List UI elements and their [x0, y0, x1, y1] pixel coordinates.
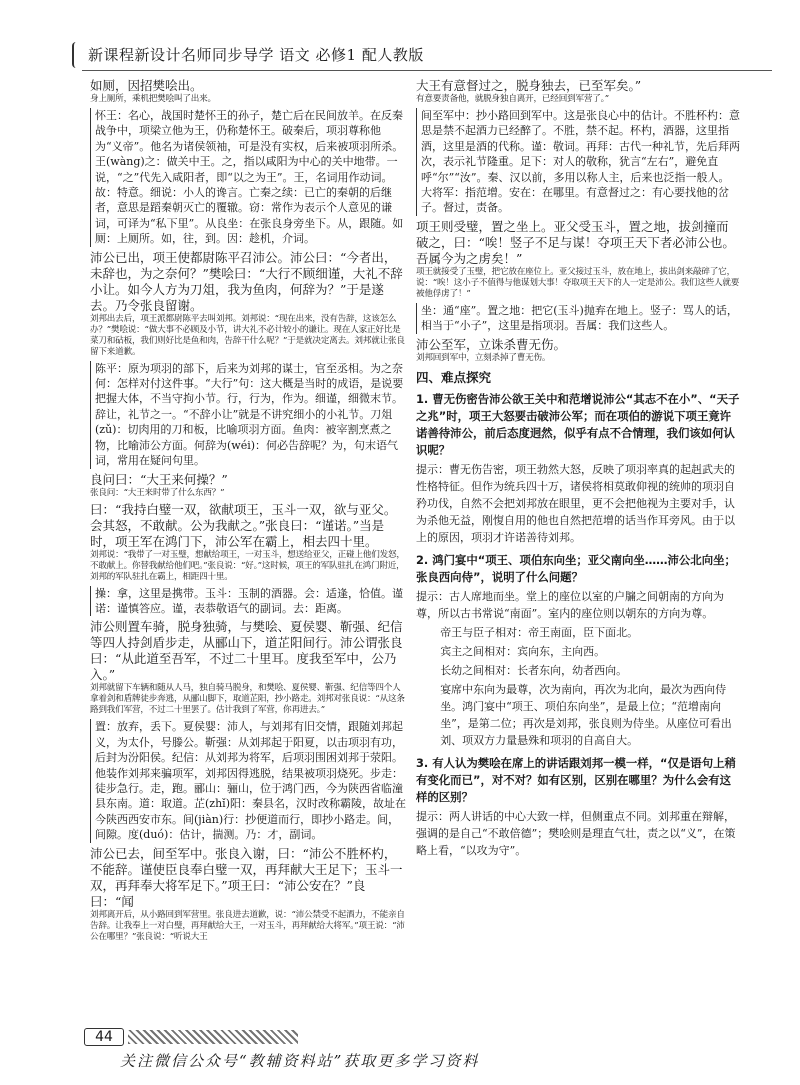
right-column [416, 78, 740, 1018]
annotation-note [416, 108, 740, 216]
header-bracket [72, 42, 76, 68]
translation-text: 刘邦说：“我带了一对玉璧，想献给项王，一对玉斗，想送给亚父，正碰上他们发怒，不敢献上。你替我献给他们吧。”张良说：“好。”这时候，项王的军队驻扎在鸿门附近，刘邦的军队驻扎在霸上，相距四十里。 [90, 549, 405, 582]
translation-text: 刘邦回到军中，立刻杀掉了曹无伤。 [416, 352, 551, 363]
annotation-note: 操：拿，这里是携带。玉斗：玉制的酒器。会：适逢，恰值。谨诺：谨慎答应。谨，表恭敬语气的副词。去：距离。 [90, 586, 408, 617]
annotation-note: 坐：通“座”。置之地：把它(玉斗)抛弃在地上。竖子：骂人的话，相当于“小子”，这里是指项羽。吾属：我们这些人。 [416, 303, 740, 334]
footer-note: 关注微信公众号“教辅资料站”获取更多学习资料 [120, 1052, 480, 1070]
original-text: 沛公已出，项王使都尉陈平召沛公。沛公曰：“今者出，未辞也，为之奈何？”樊哙曰：“大行不顾细谨，大礼不辞小让。如今人方为刀俎，我为鱼肉，何辞为？”于是遂去。乃令张良留谢。 [90, 249, 403, 313]
original-text: 如厕，因招樊哙出。 [90, 78, 203, 93]
question-1: 1. 曹无伤密告沛公欲王关中和范增说沛公“其志不在小”、“天子之兆”时，项王大怒要击破沛公军；而在项伯的游说下项王竟许诺善待沛公，前后态度迥然，似乎有点不合情理，我们该如何认识呢？ [416, 392, 740, 458]
passage-block [416, 337, 740, 364]
passage-block [416, 219, 740, 300]
answer-2-line: 长幼之间相对：长者东向，幼者西向。 [440, 664, 628, 678]
annotation-note: 陈平：原为项羽的部下，后来为刘邦的谋士，官至丞相。为之奈何：怎样对付这件事。“大行”句：这大概是当时的成语，是说要把握大体，不当守拘小节。行，行为，作为。细谨，细微末节。辞让，礼节之一。“不辞小让”就是不讲究细小的小礼节。刀俎(zǔ)：切肉用的刀和板，比喻项羽方面。鱼肉：被宰割烹煮之物，比喻沛公方面。何辞为(wéi)：何必告辞呢？为，句末语气词，常用在疑问句里。 [90, 361, 408, 469]
original-text: 沛公则置车骑，脱身独骑，与樊哙、夏侯婴、靳强、纪信等四人持剑盾步走，从郦山下，道芷阳间行。沛公谓张良曰：“从此道至吾军，不过二十里耳。度我至军中，公乃入。” [90, 619, 403, 683]
annotation-note: 怀王：名心，战国时楚怀王的孙子，楚亡后在民间放羊。在反秦战争中，项梁立他为王，仍称楚怀王。破秦后，项羽尊称他为“义帝”。他名为诸侯领袖，可是没有实权，后来被项羽所杀。王(wàng)之：做关中王。之，指以咸阳为中心的关中地带。一说，“之”代先入咸阳者，即“以之为王”。王，名词用作动词。故：特意。细说：小人的谗言。亡秦之续：已亡的秦朝的后继者，意思是蹈秦朝灭亡的覆辙。窃：常作为表示个人意见的谦词，可译为“私下里”。从良坐：在张良身旁坐下。从，跟随。如厕：上厕所。如，往，到。因：趁机，介词。 [90, 108, 408, 247]
decorative-dots [128, 1030, 298, 1044]
left-column [90, 78, 408, 1018]
answer-2-line: 帝王与臣子相对：帝王南面，臣下面北。 [440, 626, 639, 640]
header-title: 新课程新设计名师同步导学 语文 必修1 配人教版 [88, 46, 424, 64]
annotation-lead: 间至军中：抄小路回到 [421, 109, 531, 122]
original-text: 良问曰：“大王来何操？” [90, 471, 228, 487]
annotation-rest: 军中。这是张良心中的估计。不胜杯杓：意思是禁不起酒力已经醉了。不胜，禁不起。杯杓，酒器，这里指酒，这里是酒的代称。谨：敬词。再拜：古代一种礼节，先后拜两次，表示礼节隆重。足下：对人的敬称，犹言“左右”，避免直呼“尔”“汝”。秦、汉以前，多用以称人主，后来也泛指一般人。大将军：指范增。安在：在哪里。有意督过之：有心要找他的岔子。督过，责备。 [421, 109, 740, 215]
answer-1: 提示：曹无伤告密，项王勃然大怒，反映了项羽率真的起赳武夫的性格特征。但作为统兵四十万，诸侯将相莫敢仰视的统帅的项羽自矜功伐，自然不会把刘邦放在眼里，更不会把他视为主要对手，认为杀他无益，刚愎自用的他也自然把范增的话当作耳旁风。由于以上的原因，项羽才许诺善待刘邦。 [416, 463, 735, 545]
translation-text: 项王就接受了玉璧，把它放在座位上。亚父接过玉斗，放在地上，拔出剑来敲碎了它，说：“唉！这小子不值得与他谋划大事！夺取项王天下的人一定是沛公。我们这些人就要被他俘虏了！” [416, 266, 740, 299]
translation-text: 有意要责备他，就脱身独自离开，已经回到军营了。” [416, 94, 609, 104]
page-number: 44 [84, 1028, 124, 1046]
original-text: 项王则受璧，置之坐上。亚父受玉斗，置之地，拔剑撞而破之，曰：“唉！竖子不足与谋！夺项王天下者必沛公也。吾属今为之虏矣！” [416, 218, 735, 266]
question-2: 2. 鸿门宴中“项王、项伯东向坐；亚父南向坐……沛公北向坐；张良西向侍”，说明了什么问题？ [416, 553, 736, 585]
original-text: 曰：“我持白璧一双，欲献项王，玉斗一双，欲与亚父。会其怒，不敢献。公为我献之。”张良曰：“谨诺。”当是时，项王军在鸿门下，沛公军在霸上，相去四十里。 [90, 501, 397, 549]
translation-text: 刘邦离开后，从小路回到军营里。张良进去道歉，说：“沛公禁受不起酒力，不能亲自告辞。让我奉上一对白璧，再拜献给大王，一对玉斗，再拜献给大将军。”项王说：“沛公在哪里？”张良说：“听说大王 [90, 909, 405, 942]
translation-text: 身上厕所，乘机把樊哙叫了出来。 [90, 94, 216, 104]
question-3: 3. 有人认为樊哙在席上的讲话跟刘邦一模一样，“仅是语句上稍有变化而已”，对不对？如有区别，区别在哪里？为什么会有这样的区别？ [416, 756, 736, 805]
passage-block [90, 250, 408, 358]
passage-block [90, 78, 408, 105]
passage-block [90, 502, 408, 583]
passage-block [90, 619, 408, 716]
answer-2-more: 宴席中东向为最尊，次为南向，再次为北向，最次为西向侍坐。鸿门宴中“项王、项伯东向坐”，是最上位；“范增南向坐”，是第二位；再次是刘邦，张良则为侍坐。从座位可看出刘、项双方力量悬殊和项羽的自高自大。 [440, 683, 732, 748]
passage-block [90, 846, 408, 943]
passage-block [90, 472, 408, 499]
translation-text: 刘邦出去后，项王派都尉陈平去叫刘邦。刘邦说：“现在出来，没有告辞，这该怎么办？”樊哙说：“做大事不必顾及小节，讲大礼不必计较小的谦让。现在人家正好比是菜刀和砧板，我们则好比是鱼和肉，告辞干什么呢？”于是就决定离去。刘邦就让张良留下来道歉。 [90, 313, 405, 357]
original-text: 沛公已去，间至军中。张良入谢，曰：“沛公不胜杯杓，不能辞。谨使臣良奉白璧一双，再拜献大王足下；玉斗一双，再拜奉大将军足下。”项王曰：“沛公安在？”良曰：“闻 [90, 845, 403, 909]
original-text: 大王有意督过之，脱身独去，已至军矣。” [416, 78, 642, 93]
original-text: 沛公至军，立诛杀曹无伤。 [416, 336, 567, 352]
answer-2-line: 宾主之间相对：宾向东，主向西。 [440, 645, 606, 659]
annotation-note: 置：放弃，丢下。夏侯婴：沛人，与刘邦有旧交情，跟随刘邦起义，为太仆，号滕公。靳强：从刘邦起于阳夏，以击项羽有功，后封为汾阳侯。纪信：从刘邦为将军，后项羽围困刘邦于荥阳。他装作刘邦来骗项军，刘邦因得逃脱，结果被项羽烧死。步走：徒步急行。走，跑。郦山：骊山，位于鸿门西，今为陕西省临潼县东南。道：取道。芷(zhǐ)阳：秦县名，汉时改称霸陵，故址在今陕西西安市东。间(jiàn)行：抄便道而行，即抄小路走。间，间隙。度(duó)：估计，揣测。乃：才，副词。 [90, 719, 408, 842]
passage-block [416, 78, 740, 105]
header-rule [82, 70, 772, 71]
answer-2: 提示：古人席地而坐。堂上的座位以室的户牖之间朝南的方向为尊，所以古书常说“南面”。室内的座位则以朝东的方向为尊。 [416, 590, 724, 621]
answer-3: 提示：两人讲话的中心大致一样，但侧重点不同。刘邦重在辩解，强调的是自己“不敢倍德”；樊哙则是理直气壮，责之以“义”，在策略上看，“以攻为守”。 [416, 810, 736, 858]
translation-text: 张良问：“大王来时带了什么东西？” [90, 487, 225, 498]
page-header [72, 40, 752, 72]
translation-text: 刘邦就留下车辆和随从人马，独自骑马脱身，和樊哙、夏侯婴、靳强、纪信等四个人拿着剑和盾牌徒步奔逃，从郦山脚下，取道芷阳，抄小路走。刘邦对张良说：“从这条路到我们军营，不过二十里罢了。估计我到了军营，你再进去。” [90, 683, 405, 716]
section-heading: 四、难点探究 [416, 369, 492, 385]
